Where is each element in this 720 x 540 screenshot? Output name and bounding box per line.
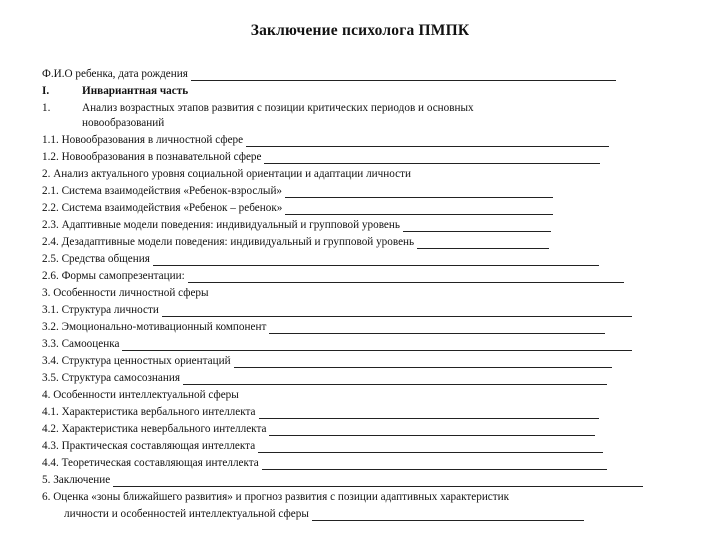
item-label: 3. Особенности личностной сферы	[42, 287, 209, 299]
form-item	[42, 215, 672, 232]
conclusion-form	[42, 64, 672, 521]
section-title: Инвариантная часть	[82, 85, 189, 97]
fill-line[interactable]	[312, 509, 584, 521]
item-label: 4.2. Характеристика невербального интеллекта	[42, 423, 267, 435]
form-item	[42, 470, 672, 487]
fill-line[interactable]	[403, 220, 551, 232]
fill-line[interactable]	[191, 69, 616, 81]
fill-line[interactable]	[417, 237, 549, 249]
intro-row-continued	[42, 115, 672, 130]
intro-text-line2: новообразований	[82, 117, 165, 129]
fill-line[interactable]	[153, 254, 599, 266]
document-title: Заключение психолога ПМПК	[250, 22, 470, 39]
form-item	[42, 198, 672, 215]
fill-line[interactable]	[122, 339, 632, 351]
item-label: 3.5. Структура самосознания	[42, 372, 181, 384]
item-label: 2.3. Адаптивные модели поведения: индивидуальный и групповой уровень	[42, 219, 400, 231]
fill-line[interactable]	[264, 152, 600, 164]
fill-line[interactable]	[262, 458, 607, 470]
fill-line[interactable]	[234, 356, 612, 368]
item-label: 4. Особенности интеллектуальной сферы	[42, 389, 239, 401]
form-item	[42, 368, 672, 385]
fill-line[interactable]	[113, 475, 643, 487]
item-label: 2.6. Формы самопрезентации:	[42, 270, 185, 282]
item-label: 3.4. Структура ценностных ориентаций	[42, 355, 231, 367]
item-label: 1.2. Новообразования в познавательной сфере	[42, 151, 262, 163]
item-label: 2.5. Средства общения	[42, 253, 150, 265]
form-item	[42, 351, 672, 368]
form-item	[42, 130, 672, 147]
form-item	[42, 181, 672, 198]
fill-line[interactable]	[259, 407, 599, 419]
item-label: 2. Анализ актуального уровня социальной ориентации и адаптации личности	[42, 168, 411, 180]
form-item	[42, 266, 672, 283]
child-name-dob-row	[42, 64, 672, 81]
fill-line[interactable]	[285, 186, 553, 198]
section-heading	[42, 81, 672, 98]
item-label: 3.3. Самооценка	[42, 338, 120, 350]
form-item	[42, 453, 672, 470]
form-item	[42, 334, 672, 351]
item-label: 2.1. Система взаимодействия «Ребенок-взрослый»	[42, 185, 283, 197]
item-label: 3.2. Эмоционально-мотивационный компонент	[42, 321, 267, 333]
section-number: I.	[42, 85, 50, 97]
item-label: личности и особенностей интеллектуальной сферы	[64, 508, 309, 520]
item-label: 4.1. Характеристика вербального интеллекта	[42, 406, 256, 418]
form-item	[42, 487, 672, 504]
item-label: 5. Заключение	[42, 474, 111, 486]
fill-line[interactable]	[285, 203, 553, 215]
form-item	[42, 300, 672, 317]
form-item	[42, 385, 672, 402]
fill-line[interactable]	[258, 441, 603, 453]
fill-line[interactable]	[246, 135, 609, 147]
item-label: 4.4. Теоретическая составляющая интеллекта	[42, 457, 259, 469]
fill-line[interactable]	[162, 305, 632, 317]
intro-row	[42, 98, 672, 115]
fill-line[interactable]	[183, 373, 607, 385]
form-item	[42, 436, 672, 453]
item-label: 6. Оценка «зоны ближайшего развития» и прогноз развития с позиции адаптивных характеристик	[42, 491, 510, 503]
field-label: Ф.И.О ребенка, дата рождения	[42, 68, 188, 80]
fill-line[interactable]	[188, 271, 624, 283]
form-item	[42, 402, 672, 419]
item-label: 2.2. Система взаимодействия «Ребенок – ребенок»	[42, 202, 283, 214]
item-label: 4.3. Практическая составляющая интеллекта	[42, 440, 256, 452]
form-item	[42, 283, 672, 300]
intro-text-line1: Анализ возрастных этапов развития с позиции критических периодов и основных	[82, 102, 474, 114]
form-item	[42, 419, 672, 436]
form-item	[42, 249, 672, 266]
fill-line[interactable]	[269, 424, 595, 436]
form-item	[42, 232, 672, 249]
item-label: 1.1. Новообразования в личностной сфере	[42, 134, 244, 146]
fill-line[interactable]	[269, 322, 605, 334]
item-label: 3.1. Структура личности	[42, 304, 159, 316]
form-item	[42, 504, 672, 521]
form-item	[42, 147, 672, 164]
form-item	[42, 317, 672, 334]
form-item	[42, 164, 672, 181]
item-label: 2.4. Дезадаптивные модели поведения: индивидуальный и групповой уровень	[42, 236, 415, 248]
intro-number: 1.	[42, 102, 51, 114]
